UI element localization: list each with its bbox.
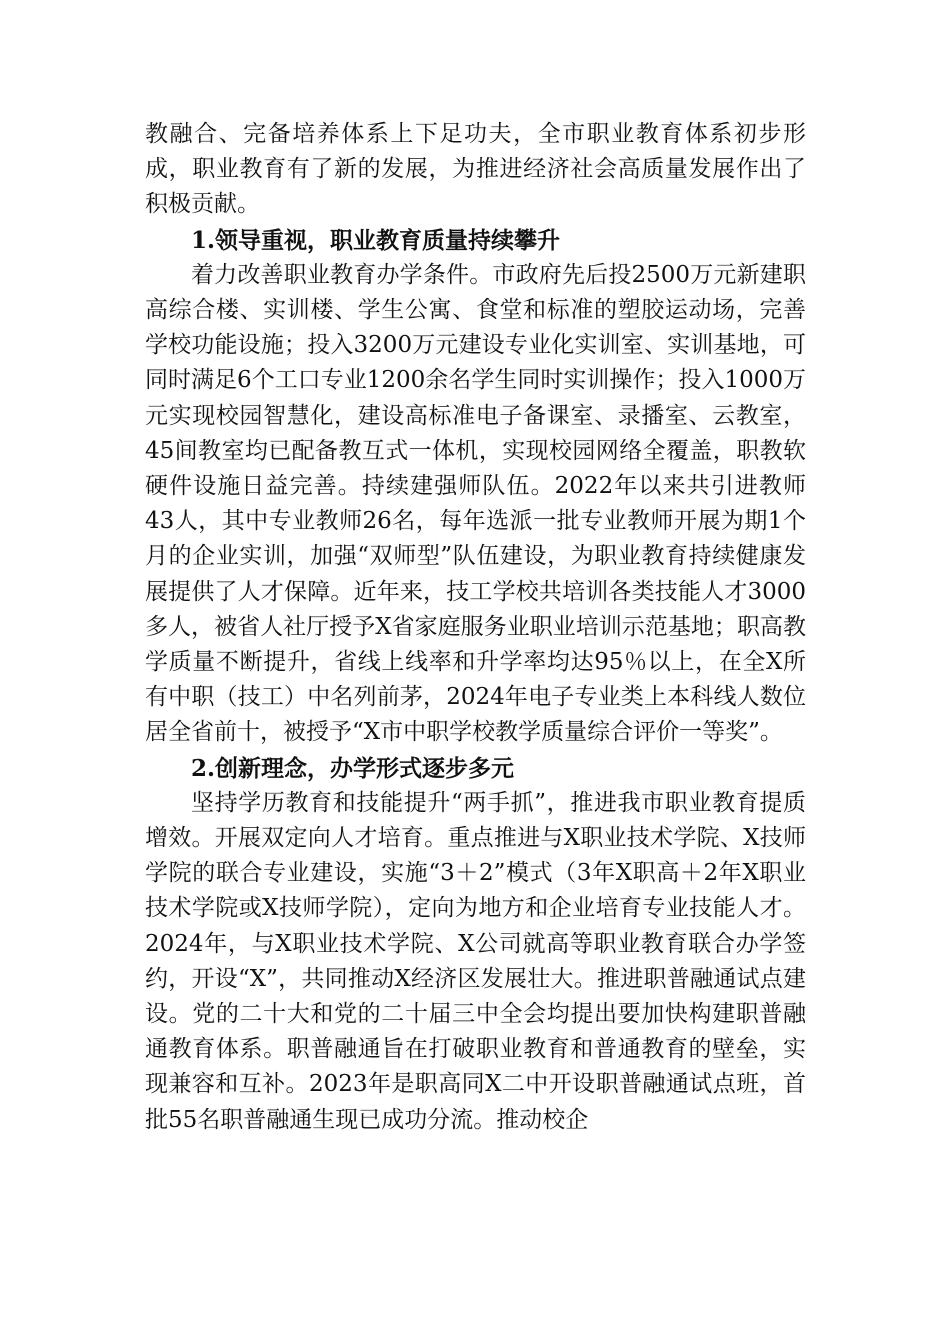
paragraph-continuation: 教融合、完备培养体系上下足功夫，全市职业教育体系初步形成，职业教育有了新的发展，为推进经济社会高质量发展作出了积极贡献。 [145, 121, 806, 218]
paragraph-section-1: 着力改善职业教育办学条件。市政府先后投2500万元新建职高综合楼、实训楼、学生公寓、食堂和标准的塑胶运动场，完善学校功能设施；投入3200万元建设专业化实训室、实训基地，可同时满足6个工口专业1200余名学生同时实训操作；投入1000万元实现校园智慧化，建设高标准电子备课室、录播室、云教室，45间教室均已配备教互式一体机，实现校园网络全覆盖，职教软硬件设施日益完善。持续建强师队伍。2022年以来共引进教师43人，其中专业教师26名，每年选派一批专业教师开展为期1个月的企业实训，加强“双师型”队伍建设，为职业教育持续健康发展提供了人才保障。近年来，技工学校共培训各类技能人才3000多人，被省人社厅授予X省家庭服务业职业培训示范基地；职高教学质量不断提升，省线上线率和升学率均达95％以上，在全X所有中职（技工）中名列前茅，2024年电子专业类上本科线人数位居全省前十，被授予“X市中职学校教学质量综合评价一等奖”。 [145, 261, 806, 746]
document-page [145, 117, 806, 1138]
paragraph-section-2: 坚持学历教育和技能提升“两手抓”，推进我市职业教育提质增效。开展双定向人才培育。重点推进与X职业技术学院、X技师学院的联合专业建设，实施“3＋2”模式（3年X职高＋2年X职业技术学院或X技师学院），定向为地方和企业培育专业技能人才。2024年，与X职业技术学院、X公司就高等职业教育联合办学签约，开设“X”，共同推动X经济区发展壮大。推进职普融通试点建设。党的二十大和党的二十届三中全会均提出要加快构建职普融通教育体系。职普融通旨在打破职业教育和普通教育的壁垒，实现兼容和互补。2023年是职高同X二中开设职普融通试点班，首批55名职普融通生现已成功分流。推动校企 [145, 789, 806, 1133]
section-heading-2: 2.创新理念，办学形式逐步多元 [191, 754, 515, 782]
section-heading-1: 1.领导重视，职业教育质量持续攀升 [191, 226, 561, 254]
